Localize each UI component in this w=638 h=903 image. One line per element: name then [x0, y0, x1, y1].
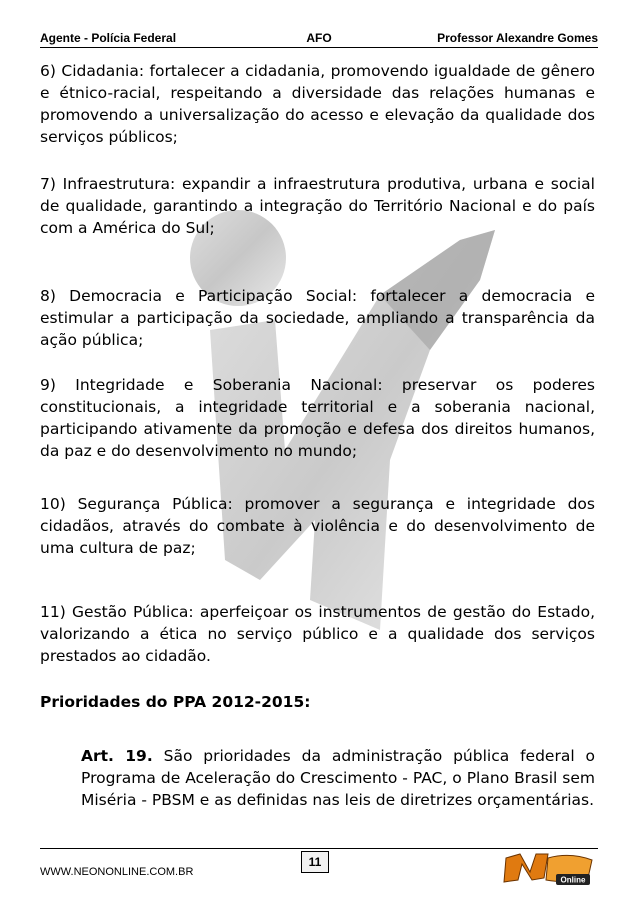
header-subject: AFO [306, 31, 332, 45]
paragraph-democracia: 8) Democracia e Participação Social: fortalecer a democracia e estimular a participação da sociedade, ampliando a transparência da ação pública; [40, 287, 595, 349]
header-course: Agente - Polícia Federal [40, 31, 177, 45]
article-text: São prioridades da administração pública federal o Programa de Aceleração do Crescimento - PAC, o Plano Brasil sem Miséria - PBSM e as definidas nas leis de diretrizes orçamentárias. [81, 747, 595, 809]
paragraph-gestao: 11) Gestão Pública: aperfeiçoar os instrumentos de gestão do Estado, valorizando a ética no serviço público e a qualidade dos serviços prestados ao cidadão. [40, 603, 595, 665]
footer-divider [40, 848, 598, 849]
paragraph-seguranca: 10) Segurança Pública: promover a segurança e integridade dos cidadãos, através do combate à violência e do desenvolvimento de uma cultura de paz; [40, 495, 595, 557]
paragraph-integridade: 9) Integridade e Soberania Nacional: preservar os poderes constitucionais, a integridade territorial e a soberania nacional, participando ativamente da promoção e defesa dos direitos humanos, da paz e do desenvolvimento no mundo; [40, 376, 595, 460]
article-19 [81, 745, 595, 811]
paragraph-infraestrutura: 7) Infraestrutura: expandir a infraestrutura produtiva, urbana e social de qualidade, garantindo a integração do Território Nacional e do país com a América do Sul; [40, 175, 595, 237]
page-header [40, 30, 598, 46]
svg-text:Online: Online [560, 875, 586, 885]
page-number: 11 [301, 851, 329, 873]
neon-online-logo [500, 850, 598, 890]
header-divider [40, 47, 598, 48]
paragraph-cidadania: 6) Cidadania: fortalecer a cidadania, promovendo igualdade de gênero e étnico-racial, respeitando a diversidade das relações humanas e promovendo a universalização do acesso e elevação da qualidade dos serviços públicos; [40, 62, 595, 146]
footer-website: WWW.NEONONLINE.COM.BR [40, 866, 194, 878]
section-heading: Prioridades do PPA 2012-2015: [40, 693, 311, 711]
article-label: Art. 19. [81, 747, 153, 765]
header-teacher: Professor Alexandre Gomes [437, 31, 599, 45]
